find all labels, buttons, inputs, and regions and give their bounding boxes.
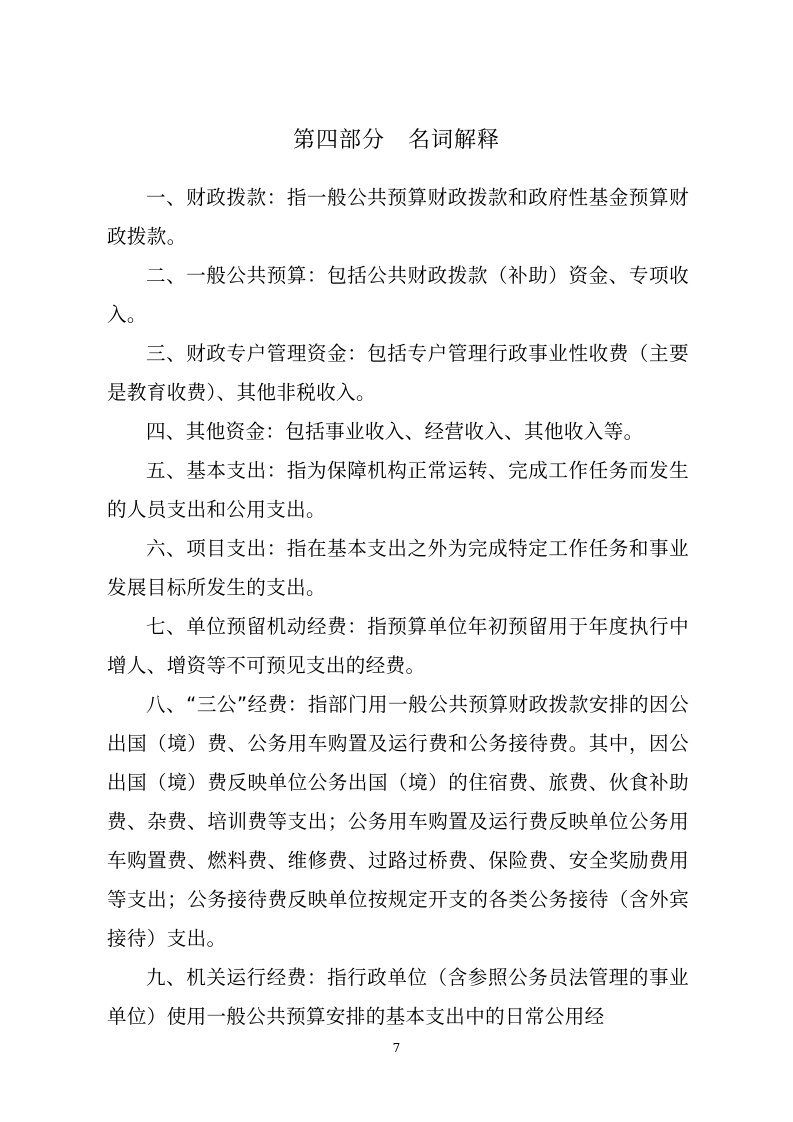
glossary-body <box>107 178 689 1036</box>
glossary-paragraph-2: 二、一般公共预算：包括公共财政拨款（补助）资金、专项收入。 <box>107 264 689 326</box>
glossary-paragraph-6: 六、项目支出：指在基本支出之外为完成特定工作任务和事业发展目标所发生的支出。 <box>107 537 689 599</box>
glossary-paragraph-7: 七、单位预留机动经费：指预算单位年初预留用于年度执行中增人、增资等不可预见支出的经费。 <box>107 615 689 677</box>
page-number: 7 <box>392 1041 401 1055</box>
glossary-paragraph-3: 三、财政专户管理资金：包括专户管理行政事业性收费（主要是教育收费）、其他非税收入。 <box>107 342 689 404</box>
glossary-paragraph-1: 一、财政拨款：指一般公共预算财政拨款和政府性基金预算财政拨款。 <box>107 186 689 248</box>
glossary-paragraph-9: 九、机关运行经费：指行政单位（含参照公务员法管理的事业单位）使用一般公共预算安排的基本支出中的日常公用经 <box>107 966 689 1028</box>
glossary-paragraph-5: 五、基本支出：指为保障机构正常运转、完成工作任务而发生的人员支出和公用支出。 <box>107 459 689 521</box>
glossary-paragraph-8: 八、“三公”经费：指部门用一般公共预算财政拨款安排的因公出国（境）费、公务用车购置及运行费和公务接待费。其中，因公出国（境）费反映单位公务出国（境）的住宿费、旅费、伙食补助费、杂费、培训费等支出；公务用车购置及运行费反映单位公务用车购置费、燃料费、维修费、过路过桥费、保险费、安全奖励费用等支出；公务接待费反映单位按规定开支的各类公务接待（含外宾接待）支出。 <box>107 693 689 950</box>
glossary-paragraph-4: 四、其他资金：包括事业收入、经营收入、其他收入等。 <box>146 420 644 443</box>
section-title: 第四部分 名词解释 <box>292 128 500 153</box>
